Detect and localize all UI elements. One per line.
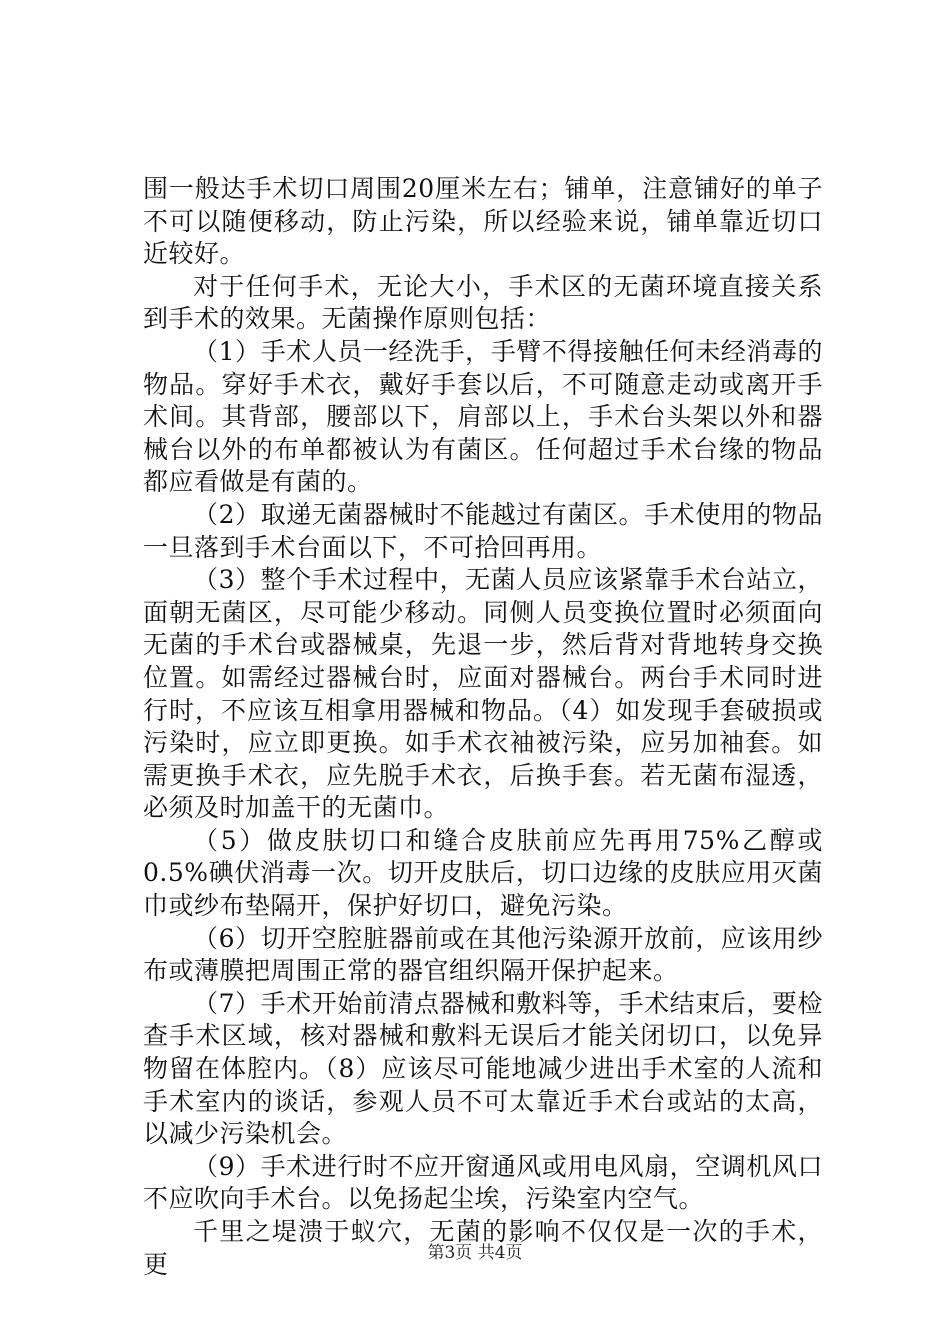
page-number-label: 第3页 共4页 xyxy=(427,1243,523,1263)
paragraph-item-1: （1）手术人员一经洗手，手臂不得接触任何未经消毒的物品。穿好手术衣，戴好手套以后，不可随意走动或离开手术间。其背部，腰部以下，肩部以上，手术台头架以外和器械台以外的布单都被认为有菌区。任何超过手术台缘的物品都应看做是有菌的。 xyxy=(143,336,823,497)
paragraph-continuation: 围一般达手术切口周围20厘米左右；铺单，注意铺好的单子不可以随便移动，防止污染，所以经验来说，铺单靠近切口近较好。 xyxy=(143,174,823,269)
paragraph-closing: 千里之堤溃于蚁穴，无菌的影响不仅仅是一次的手术，更 xyxy=(143,1217,823,1279)
paragraph-item-9: （9）手术进行时不应开窗通风或用电风扇，空调机风口不应吹向手术台。以免扬起尘埃，污染室内空气。 xyxy=(143,1151,823,1214)
paragraph-item-2: （2）取递无菌器械时不能越过有菌区。手术使用的物品一旦落到手术台面以下，不可拾回再用。 xyxy=(143,499,823,562)
paragraph-item-5: （5）做皮肤切口和缝合皮肤前应先再用75%乙醇或0.5%碘伏消毒一次。切开皮肤后，切口边缘的皮肤应用灭菌巾或纱布垫隔开，保护好切口，避免污染。 xyxy=(143,825,823,921)
page-footer xyxy=(0,1242,950,1264)
paragraph-item-6: （6）切开空腔脏器前或在其他污染源开放前，应该用纱布或薄膜把周围正常的器官组织隔开保护起来。 xyxy=(143,923,823,986)
paragraph-item-3-4: （3）整个手术过程中，无菌人员应该紧靠手术台站立，面朝无菌区，尽可能少移动。同侧人员变换位置时必须面向无菌的手术台或器械桌，先退一步，然后背对背地转身交换位置。如需经过器械台时，应面对器械台。两台手术同时进行时，不应该互相拿用器械和物品。（4）如发现手套破损或污染时，应立即更换。如手术衣袖被污染，应另加袖套。如需更换手术衣，应先脱手术衣，后换手套。若无菌布湿透，必须及时加盖干的无菌巾。 xyxy=(143,565,823,823)
paragraph-item-7-8: （7）手术开始前清点器械和敷料等，手术结束后，要检查手术区域，核对器械和敷料无误后才能关闭切口，以免异物留在体腔内。（8）应该尽可能地减少进出手术室的人流和手术室内的谈话，参观人员不可太靠近手术台或站的太高，以减少污染机会。 xyxy=(143,988,823,1149)
document-body xyxy=(143,173,823,1281)
paragraph-intro: 对于任何手术，无论大小，手术区的无菌环境直接关系到手术的效果。无菌操作原则包括： xyxy=(143,271,823,334)
